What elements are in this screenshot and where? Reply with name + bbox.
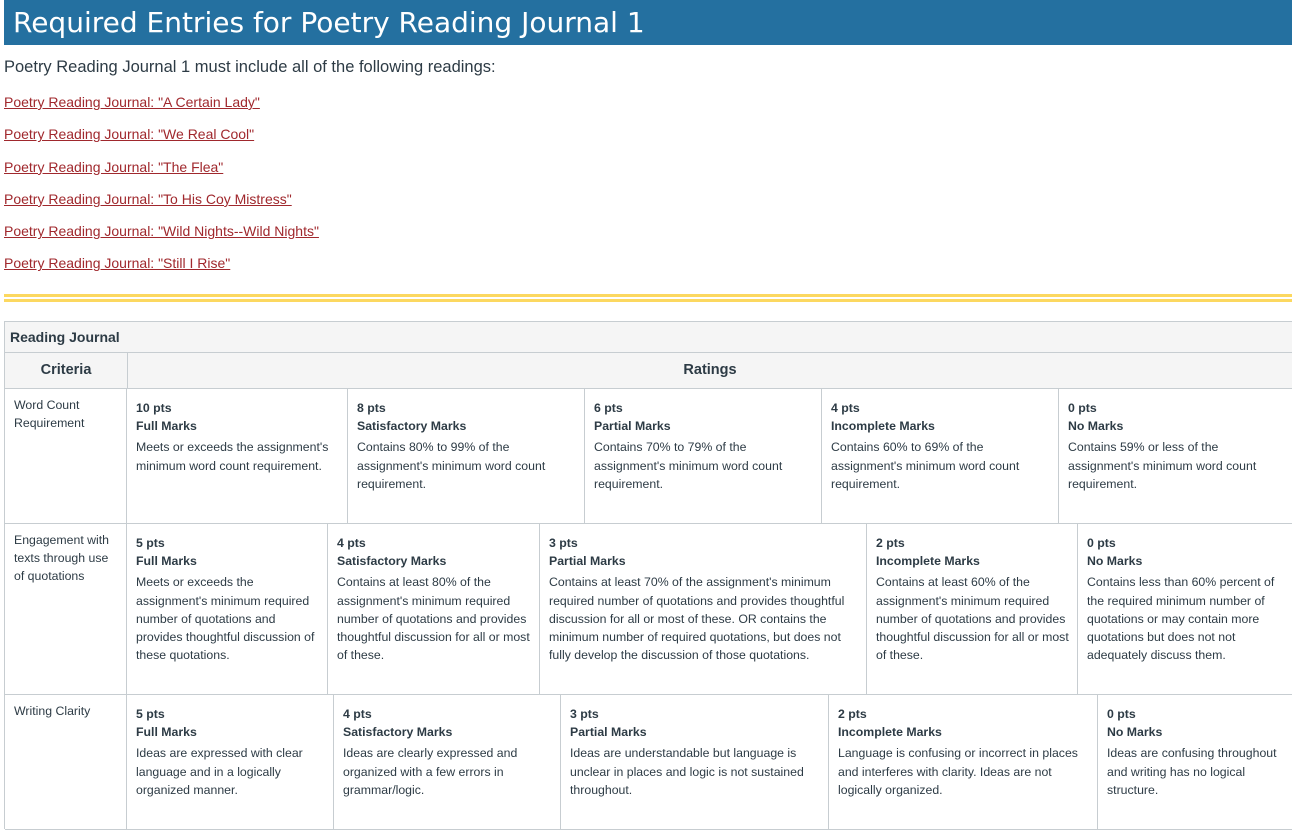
rating-cell[interactable]	[585, 389, 822, 523]
rating-cell[interactable]	[334, 695, 561, 829]
rating-description: Ideas are understandable but language is unclear in places and logic is not sustained throughout.	[570, 746, 804, 797]
rating-description: Contains 80% to 99% of the assignment's minimum word count requirement.	[357, 440, 546, 491]
rating-points: 3 pts	[549, 536, 578, 550]
rating-name: No Marks	[1068, 419, 1124, 434]
ratings-group	[127, 695, 1292, 829]
rating-points: 5 pts	[136, 536, 165, 550]
rating-points: 2 pts	[838, 707, 867, 721]
rating-name: No Marks	[1087, 554, 1143, 569]
rating-description: Contains at least 80% of the assignment's minimum required number of quotations and provides thoughtful discussion for all or most of these.	[337, 575, 530, 663]
rating-points: 0 pts	[1068, 401, 1097, 415]
rating-description: Meets or exceeds the assignment's minimum word count requirement.	[136, 440, 329, 473]
rating-cell[interactable]	[867, 524, 1078, 694]
criterion-row-engagement	[5, 524, 1292, 695]
reading-links-list	[4, 93, 319, 287]
rating-name: Satisfactory Marks	[343, 725, 453, 740]
rating-name: Satisfactory Marks	[337, 554, 447, 569]
rating-description: Contains 60% to 69% of the assignment's minimum word count requirement.	[831, 440, 1020, 491]
criterion-description: Word Count Requirement	[5, 389, 127, 523]
rating-description: Contains at least 60% of the assignment's minimum required number of quotations and provides thoughtful discussion for all or most of these.	[876, 575, 1069, 663]
divider-bottom	[4, 299, 1292, 302]
rating-name: Full Marks	[136, 419, 197, 434]
rating-cell[interactable]	[822, 389, 1059, 523]
rating-name: Satisfactory Marks	[357, 419, 467, 434]
rating-description: Contains at least 70% of the assignment's minimum required number of quotations and provides thoughtful discussion for all or most of these. OR contains the minimum number of required quotations, but does not fully develop the discussion of those quotations.	[549, 575, 845, 663]
rating-description: Contains 59% or less of the assignment's minimum word count requirement.	[1068, 440, 1257, 491]
rating-points: 4 pts	[337, 536, 366, 550]
rating-name: Incomplete Marks	[876, 554, 980, 569]
ratings-group	[127, 389, 1292, 523]
rating-cell[interactable]	[829, 695, 1098, 829]
rating-name: Incomplete Marks	[831, 419, 935, 434]
rating-points: 4 pts	[343, 707, 372, 721]
reading-link-we-real-cool[interactable]: Poetry Reading Journal: "We Real Cool"	[4, 126, 255, 143]
rating-points: 0 pts	[1087, 536, 1116, 550]
rubric-title: Reading Journal	[5, 322, 1292, 353]
rating-cell[interactable]	[1078, 524, 1292, 694]
reading-link-to-his-coy-mistress[interactable]: Poetry Reading Journal: "To His Coy Mistress"	[4, 190, 292, 207]
rubric-header-row	[5, 353, 1292, 389]
rating-cell[interactable]	[561, 695, 829, 829]
rating-name: Partial Marks	[570, 725, 647, 740]
reading-link-a-certain-lady[interactable]: Poetry Reading Journal: "A Certain Lady"	[4, 94, 260, 110]
rating-name: Incomplete Marks	[838, 725, 942, 740]
rating-description: Ideas are expressed with clear language and in a logically organized manner.	[136, 746, 303, 797]
rating-description: Ideas are clearly expressed and organized with a few errors in grammar/logic.	[343, 746, 518, 797]
rating-name: Full Marks	[136, 554, 197, 569]
criterion-description: Engagement with texts through use of quotations	[5, 524, 127, 694]
rating-cell[interactable]	[1059, 389, 1292, 523]
rating-name: Partial Marks	[594, 419, 671, 434]
rubric-table	[4, 321, 1292, 829]
rating-name: Full Marks	[136, 725, 197, 740]
rating-cell[interactable]	[127, 524, 328, 694]
intro-text: Poetry Reading Journal 1 must include all of the following readings:	[4, 58, 496, 76]
page-banner-title: Required Entries for Poetry Reading Journal 1	[4, 0, 1292, 45]
reading-link-the-flea[interactable]: Poetry Reading Journal: "The Flea"	[4, 158, 224, 175]
criteria-header: Criteria	[5, 353, 128, 388]
criterion-row-word-count	[5, 389, 1292, 524]
rating-cell[interactable]	[127, 695, 334, 829]
rating-points: 10 pts	[136, 401, 172, 415]
rating-name: Partial Marks	[549, 554, 626, 569]
rating-description: Contains 70% to 79% of the assignment's minimum word count requirement.	[594, 440, 783, 491]
rating-description: Ideas are confusing throughout and writing has no logical structure.	[1107, 746, 1277, 797]
rating-description: Language is confusing or incorrect in places and interferes with clarity. Ideas are not logically organized.	[838, 746, 1078, 797]
rating-points: 3 pts	[570, 707, 599, 721]
ratings-header: Ratings	[683, 362, 737, 378]
rating-name: No Marks	[1107, 725, 1163, 740]
rating-cell[interactable]	[1098, 695, 1292, 829]
rating-points: 6 pts	[594, 401, 623, 415]
rating-cell[interactable]	[348, 389, 585, 523]
rating-points: 8 pts	[357, 401, 386, 415]
rating-points: 0 pts	[1107, 707, 1136, 721]
rating-points: 2 pts	[876, 536, 905, 550]
rating-cell[interactable]	[540, 524, 867, 694]
criterion-description: Writing Clarity	[5, 695, 127, 829]
reading-link-still-i-rise[interactable]: Poetry Reading Journal: "Still I Rise"	[4, 255, 231, 272]
divider-top	[4, 294, 1292, 297]
rating-description: Meets or exceeds the assignment's minimum required number of quotations and provides thoughtful discussion of these quotations.	[136, 575, 315, 663]
rating-points: 4 pts	[831, 401, 860, 415]
criterion-row-writing-clarity	[5, 695, 1292, 830]
rating-points: 5 pts	[136, 707, 165, 721]
reading-link-wild-nights[interactable]: Poetry Reading Journal: "Wild Nights--Wild Nights"	[4, 223, 319, 240]
ratings-group	[127, 524, 1292, 694]
rating-cell[interactable]	[127, 389, 348, 523]
rating-cell[interactable]	[328, 524, 540, 694]
rating-description: Contains less than 60% percent of the required minimum number of quotations or may contain more quotations but does not not adequately discuss them.	[1087, 575, 1275, 663]
